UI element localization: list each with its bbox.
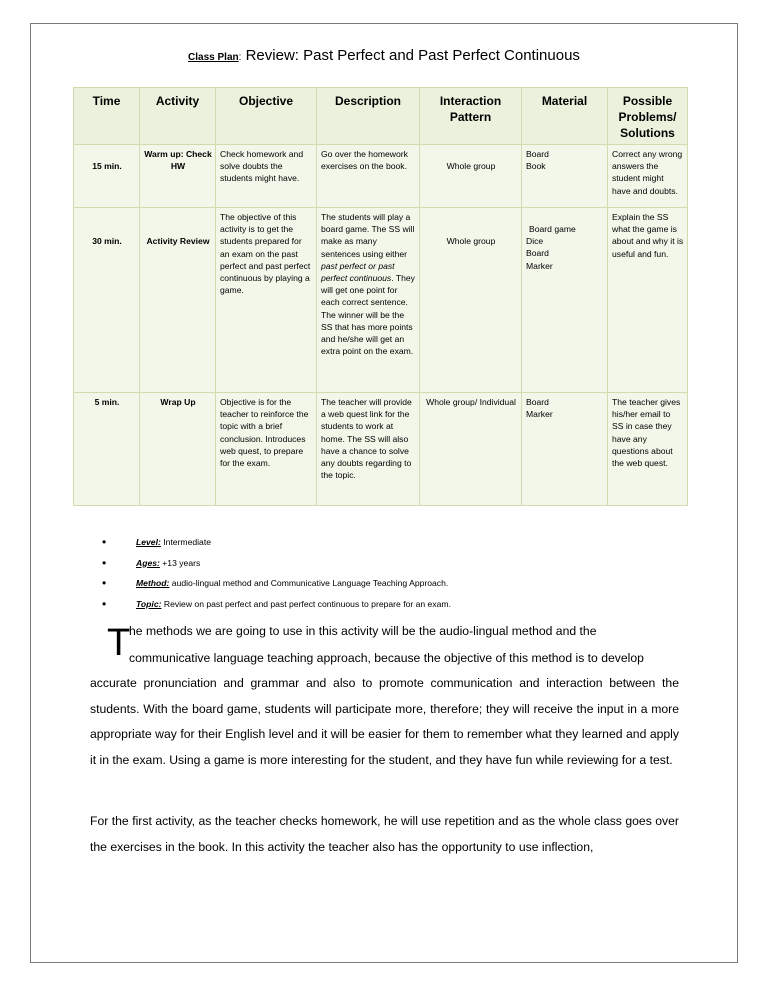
- meta-item-ages: [100, 556, 451, 577]
- material-item: Board game: [529, 224, 576, 234]
- header-time: Time: [74, 88, 140, 145]
- meta-key: Level:: [136, 537, 161, 547]
- material-item: Board: [526, 248, 549, 259]
- table-row: [74, 145, 688, 208]
- header-problems: Possible Problems/ Solutions: [608, 88, 688, 145]
- cell-activity: [140, 208, 216, 393]
- meta-list: [100, 535, 451, 617]
- meta-key: Topic:: [136, 598, 162, 609]
- cell-activity: Wrap Up: [140, 393, 216, 506]
- cell-description: Go over the homework exercises on the book.: [317, 145, 420, 208]
- cell-material: [522, 208, 608, 393]
- table-row: [74, 393, 688, 506]
- interaction-value: Whole group: [446, 161, 496, 171]
- paragraph-second: For the first activity, as the teacher checks homework, he will use repetition and as the whole class goes over the exercises in the book. In this activity the teacher also has the opportunity to use inflection,: [90, 814, 679, 854]
- cell-interaction: Whole group/ Individual: [420, 393, 522, 506]
- meta-value: Intermediate: [160, 537, 212, 547]
- table-row: [74, 208, 688, 393]
- header-material: Material: [522, 88, 608, 145]
- material-item: Book: [526, 161, 546, 172]
- drop-cap: T: [107, 622, 131, 664]
- cell-objective: Objective is for the teacher to reinforce the topic with a brief conclusion. Introduces web quest, to prepare for the exam.: [216, 393, 317, 506]
- class-plan-table: [73, 87, 688, 506]
- cell-time: [74, 208, 140, 393]
- title-colon: :: [238, 52, 242, 63]
- header-interaction: Interaction Pattern: [420, 88, 522, 145]
- bullet-icon: •: [102, 535, 107, 549]
- interaction-value: Whole group: [446, 236, 496, 246]
- cell-interaction: [420, 145, 522, 208]
- bullet-icon: •: [102, 596, 107, 611]
- activity-value: Activity Review: [146, 236, 210, 246]
- meta-key: Ages:: [136, 557, 160, 568]
- cell-objective: Check homework and solve doubts the students might have.: [216, 145, 317, 208]
- meta-item-level: [100, 535, 451, 556]
- paragraph-line: he methods we are going to use in this activity will be the audio-lingual method and the: [129, 624, 597, 638]
- header-activity: Activity: [140, 88, 216, 145]
- cell-problems: Correct any wrong answers the student might have and doubts.: [608, 145, 688, 208]
- cell-material: [522, 145, 608, 208]
- description-emphasis: past perfect or past perfect continuous: [321, 260, 395, 284]
- material-item: Board: [526, 397, 549, 407]
- cell-problems: The teacher gives his/her email to SS in case they have any questions about the web quest.: [608, 393, 688, 506]
- cell-description: [317, 208, 420, 393]
- table-header-row: [74, 88, 688, 145]
- description-part: The students will play a board game. The SS will make as many sentences using either: [321, 212, 415, 259]
- description-part: . They will get one point for each correct sentence. The winner will be the SS that has more points and he/she will get an extra point on the exam.: [321, 273, 415, 357]
- cell-activity: Warm up: Check HW: [140, 145, 216, 208]
- cell-time: [74, 145, 140, 208]
- meta-value: +13 years: [159, 557, 201, 568]
- material-item: Marker: [526, 409, 553, 420]
- paragraph-body: accurate pronunciation and grammar and also to promote communication and interaction between the students. With the board game, students will participate more, therefore; they will receive the input in a more appropriate way for their English level and it will be easier for them to remember what they learned and apply it in the exam. Using a game is more interesting for the student, and they have fun while reviewing for a test.: [90, 676, 679, 767]
- material-item: Marker: [526, 260, 553, 271]
- cell-problems: Explain the SS what the game is about and why it is useful and fun.: [608, 208, 688, 393]
- material-item: Dice: [526, 236, 544, 247]
- time-value: 15 min.: [92, 161, 122, 171]
- title-text: Review: Past Perfect and Past Perfect Continuous: [241, 47, 580, 64]
- header-description: Description: [317, 88, 420, 145]
- meta-value: audio-lingual method and Communicative Language Teaching Approach.: [169, 578, 449, 588]
- paragraph-line: communicative language teaching approach, because the objective of this method is to develop: [129, 651, 644, 665]
- page-title: [0, 47, 768, 64]
- title-label: Class Plan: [188, 52, 239, 63]
- cell-time: 5 min.: [74, 393, 140, 506]
- meta-item-method: [100, 576, 451, 597]
- header-objective: Objective: [216, 88, 317, 145]
- cell-objective: The objective of this activity is to get the students prepared for an exam on the past perfect and past perfect continuous by playing a game.: [216, 208, 317, 393]
- bullet-icon: •: [102, 576, 107, 590]
- meta-key: Method:: [136, 578, 170, 588]
- meta-value: Review on past perfect and past perfect continuous to prepare for an exam.: [161, 598, 451, 609]
- cell-interaction: [420, 208, 522, 393]
- bullet-icon: •: [102, 555, 107, 570]
- cell-description: The teacher will provide a web quest link for the students to work at home. The SS will also have a chance to solve any doubts regarding to the topic.: [317, 393, 420, 506]
- time-value: 30 min.: [92, 236, 122, 246]
- meta-item-topic: [100, 597, 451, 618]
- cell-material: [522, 393, 608, 506]
- material-item: Board: [526, 149, 549, 159]
